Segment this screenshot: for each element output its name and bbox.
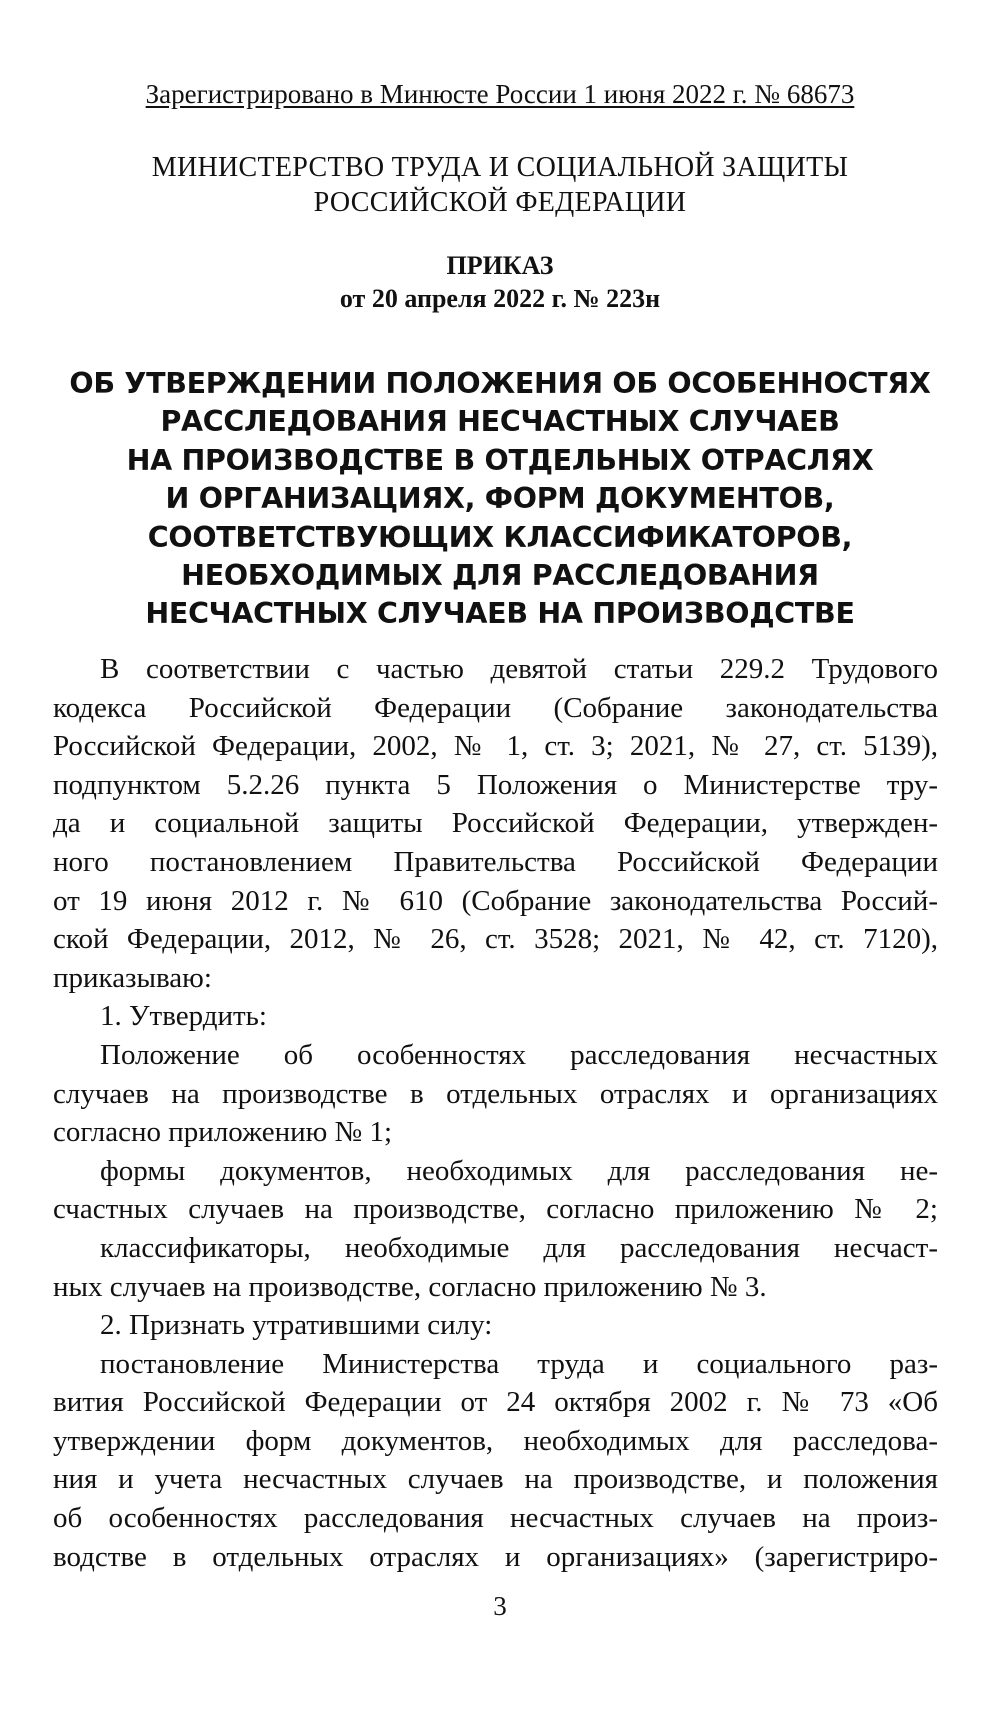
body-line: от 19 июня 2012 г. № 610 (Собрание законодательства Россий- [53,884,938,917]
body-line: вития Российской Федерации от 24 октября 2002 г. № 73 «Об [53,1386,938,1419]
ministry-line: РОССИЙСКОЙ ФЕДЕРАЦИИ [313,187,687,218]
title-line: НА ПРОИЗВОДСТВЕ В ОТДЕЛЬНЫХ ОТРАСЛЯХ [126,443,874,477]
body-line: приказываю: [53,961,212,994]
ministry-line: МИНИСТЕРСТВО ТРУДА И СОЦИАЛЬНОЙ ЗАЩИТЫ [151,152,849,183]
page-number: 3 [493,1591,507,1621]
body-line: кодекса Российской Федерации (Собрание законодательства [53,691,938,724]
body-line: ных случаев на производстве, согласно приложению № 3. [53,1270,767,1303]
body-line: постановление Министерства труда и социального раз- [100,1347,938,1380]
title-line: ОБ УТВЕРЖДЕНИИ ПОЛОЖЕНИЯ ОБ ОСОБЕННОСТЯХ [69,367,931,400]
body-line: счастных случаев на производстве, согласно приложению № 2; [53,1193,938,1226]
body-line: 2. Признать утратившими силу: [100,1309,493,1342]
body-line: да и социальной защиты Российской Федерации, утвержден- [53,807,938,840]
body-line: формы документов, необходимых для расследования не- [100,1154,938,1187]
order-date: от 20 апреля 2022 г. № 223н [339,284,661,313]
body-line: Положение об особенностях расследования несчастных [100,1038,938,1071]
body-line: Российской Федерации, 2002, № 1, ст. 3; 2021, № 27, ст. 5139), [53,730,938,763]
ministry-name [0,150,1000,220]
body-line: В соответствии с частью девятой статьи 229.2 Трудового [100,653,938,685]
registration-note: Зарегистрировано в Минюсте России 1 июня 2022 г. № 68673 [145,79,855,109]
body-line: согласно приложению № 1; [53,1116,393,1149]
body-line: утверждении форм документов, необходимых для расследова- [53,1424,938,1457]
body-line: об особенностях расследования несчастных случаев на произ- [53,1502,938,1535]
title-line: РАССЛЕДОВАНИЯ НЕСЧАСТНЫХ СЛУЧАЕВ [160,405,840,439]
title-line: СООТВЕТСТВУЮЩИХ КЛАССИФИКАТОРОВ, [147,520,853,554]
body-line: ного постановлением Правительства Российской Федерации [53,845,938,878]
body-line: ния и учета несчастных случаев на производстве, и положения [53,1463,938,1496]
order-label: ПРИКАЗ [446,251,554,280]
title-line: НЕСЧАСТНЫХ СЛУЧАЕВ НА ПРОИЗВОДСТВЕ [145,597,855,631]
title-line: НЕОБХОДИМЫХ ДЛЯ РАССЛЕДОВАНИЯ [181,559,819,593]
body-line: 1. Утвердить: [100,1000,267,1033]
body-line: подпунктом 5.2.26 пункта 5 Положения о Министерстве тру- [53,768,938,801]
body-line: случаев на производстве в отдельных отраслях и организациях [53,1077,938,1110]
body-text [53,650,938,1576]
body-line: классификаторы, необходимые для расследования несчаст- [100,1231,938,1264]
document-title [40,365,960,634]
body-line: водстве в отдельных отраслях и организациях» (зарегистриро- [53,1540,938,1573]
body-line: ской Федерации, 2012, № 26, ст. 3528; 2021, № 42, ст. 7120), [53,923,938,956]
title-line: И ОРГАНИЗАЦИЯХ, ФОРМ ДОКУМЕНТОВ, [165,482,835,516]
